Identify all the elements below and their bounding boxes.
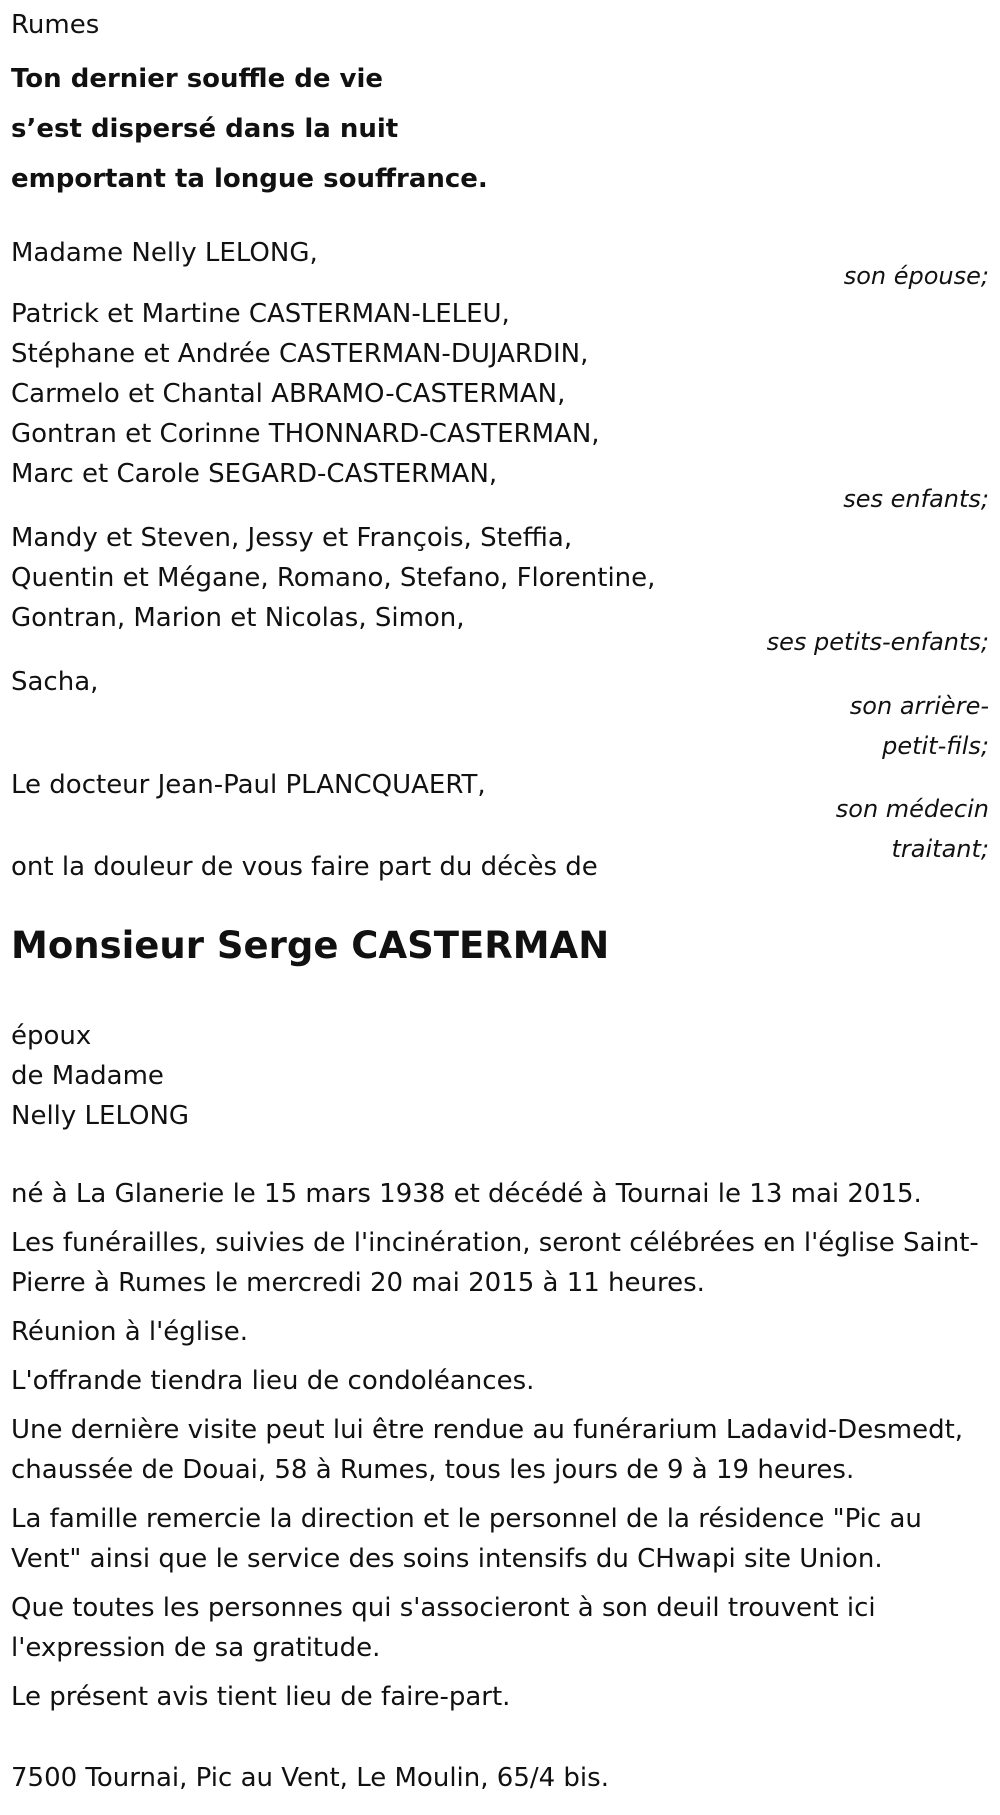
child-name: Patrick et Martine CASTERMAN-LELEU, (11, 299, 510, 329)
announcement-text: ont la douleur de vous faire part du décès de (11, 852, 598, 882)
deceased-spouse-line: époux (11, 1021, 92, 1051)
child-name: Stéphane et Andrée CASTERMAN-DUJARDIN, (11, 339, 589, 369)
doctor-name: Le docteur Jean-Paul PLANCQUAERT, (11, 770, 486, 800)
child-name: Carmelo et Chantal ABRAMO-CASTERMAN, (11, 379, 566, 409)
visit-paragraph: Une dernière visite peut lui être rendue au funérarium Ladavid-Desmedt, chaussée de Douai, 58 à Rumes, tous les jours de 9 à 19 heures. (11, 1415, 964, 1485)
grandchildren-relation: ses petits-enfants; (766, 628, 989, 656)
great-grandchild-relation: son arrière- (849, 692, 989, 720)
doctor-relation: traitant; (891, 835, 989, 863)
birth-death-paragraph: né à La Glanerie le 15 mars 1938 et décédé à Tournai le 13 mai 2015. (11, 1179, 922, 1209)
funeral-paragraph: Les funérailles, suivies de l'incinération, seront célébrées en l'église Saint-Pierre à Rumes le mercredi 20 mai 2015 à 11 heures. (11, 1228, 979, 1298)
spouse-relation: son épouse; (843, 262, 989, 290)
poem (11, 54, 488, 204)
grandchild-name: Gontran, Marion et Nicolas, Simon, (11, 603, 465, 633)
thanks-paragraph: La famille remercie la direction et le personnel de la résidence "Pic au Vent" ainsi que le service des soins intensifs du CHwapi site Union. (11, 1504, 922, 1574)
gratitude-paragraph: Que toutes les personnes qui s'associeront à son deuil trouvent ici l'expression de sa gratitude. (11, 1593, 876, 1663)
address: 7500 Tournai, Pic au Vent, Le Moulin, 65/4 bis. (11, 1763, 609, 1793)
grandchild-name: Mandy et Steven, Jessy et François, Steffia, (11, 523, 573, 553)
great-grandchild-relation: petit-fils; (882, 732, 989, 760)
poem-line: Ton dernier souffle de vie (11, 64, 384, 94)
grandchild-name: Quentin et Mégane, Romano, Stefano, Florentine, (11, 563, 656, 593)
children-relation: ses enfants; (843, 485, 989, 513)
meeting-paragraph: Réunion à l'église. (11, 1317, 249, 1347)
deceased-name: Monsieur Serge CASTERMAN (11, 924, 610, 967)
notice-paragraph: Le présent avis tient lieu de faire-part. (11, 1682, 511, 1712)
deceased-spouse (11, 1016, 189, 1136)
poem-line: emportant ta longue souffrance. (11, 164, 488, 194)
poem-line: s’est dispersé dans la nuit (11, 114, 399, 144)
deceased-spouse-line: Nelly LELONG (11, 1101, 190, 1131)
town-name: Rumes (11, 10, 100, 40)
offering-paragraph: L'offrande tiendra lieu de condoléances. (11, 1366, 535, 1396)
great-grandchild-name: Sacha, (11, 667, 99, 697)
spouse-name: Madame Nelly LELONG, (11, 238, 318, 268)
deceased-spouse-line: de Madame (11, 1061, 164, 1091)
doctor-relation: son médecin (835, 795, 989, 823)
child-name: Gontran et Corinne THONNARD-CASTERMAN, (11, 419, 600, 449)
child-name: Marc et Carole SEGARD-CASTERMAN, (11, 459, 498, 489)
